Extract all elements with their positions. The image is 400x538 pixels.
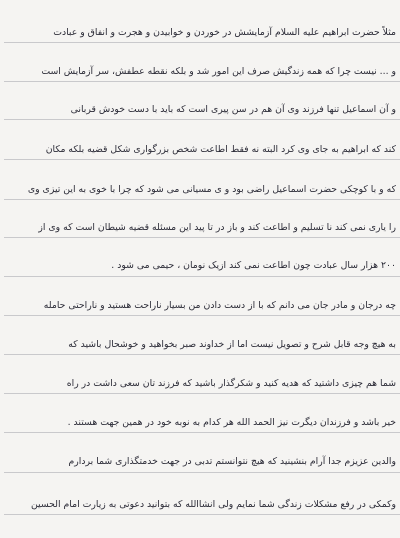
letter-line: شما هم چیزی داشتید که هدیه کنید و شکرگذار باشید که فرزند تان سعی داشت در راه <box>66 378 396 389</box>
letter-line: والدین عزیزم جدا آرام بنشینید که هیچ نتوانستم تدبی در جهت خدمتگذاری شما بردارم <box>68 456 396 467</box>
letter-line: را یاری نمی کند نا تسلیم و اطاعت کند و باز در تا پید این مسئله قضیه شیطان است که وی از <box>38 222 396 233</box>
letter-line: مثلاً حضرت ابراهیم علیه السلام آزمایشش در خوردن و خوابیدن و هجرت و انفاق و عبادت <box>53 27 396 38</box>
letter-line: چه درجان و مادر جان می دانم که با از دست دادن من بسیار ناراحت هستید و ناراحتی حامله <box>43 300 396 311</box>
letter-line: و آن اسماعیل تنها فرزند وی آن هم در سن پیری است که باید با دست خودش قربانی <box>70 104 396 115</box>
letter-line: کند که ابراهیم به جای وی کرد البته نه فقط اطاعت شخص بزرگواری شکل قضیه بلکه مکان <box>45 144 396 155</box>
letter-line: و ... نیست چرا که همه زندگیش صرف این امور شد و بلکه نقطه عطفش، سر آزمایش است <box>41 66 396 77</box>
letter-line: به هیچ وجه قابل شرح و تصویل نیست اما از خداوند صبر بخواهید و خوشحال باشید که <box>68 339 396 350</box>
letter-line: که و با کوچکی حضرت اسماعیل راضی بود و ی مسیانی می شود که چرا با خوی به این تیزی وی <box>27 184 396 195</box>
letter-line: وکمکی در رفع مشکلات زندگی شما نمایم ولی انشاالله که بتوانید دعوتی به زیارت امام الحسین <box>30 499 396 510</box>
letter-line: خیر باشد و فرزندان دیگرت نیز الحمد الله هر کدام به نوبه خود در همین جهت هستند . <box>67 417 396 428</box>
letter-line: ۲۰۰ هزار سال عبادت چون اطاعت نمی کند ازیک نومان ، حیمی می شود . <box>111 260 396 271</box>
